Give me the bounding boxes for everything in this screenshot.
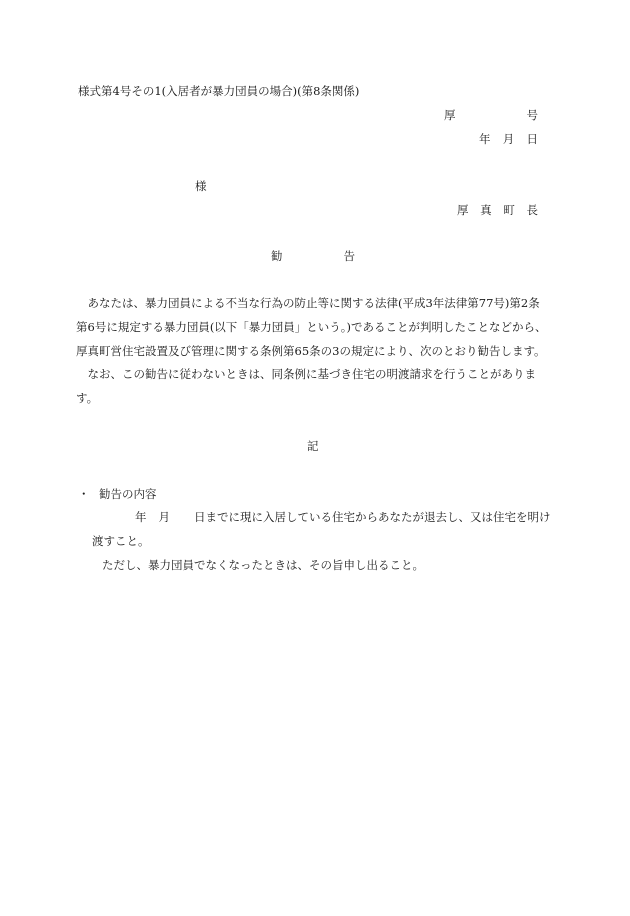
body-line: あなたは、暴力団員による不当な行為の防止等に関する法律(平成3年法律第77号)第2条 bbox=[76, 296, 540, 310]
item-line: 渡すこと。 bbox=[92, 534, 150, 548]
body-line: 厚真町営住宅設置及び管理に関する条例第65条の3の規定により、次のとおり勧告します。 bbox=[76, 344, 546, 358]
form-title: 様式第4号その1(入居者が暴力団員の場合)(第8条関係) bbox=[78, 84, 360, 98]
issuer-char: 長 bbox=[526, 203, 538, 217]
item-year: 年 bbox=[135, 510, 147, 524]
item-month: 月 bbox=[158, 510, 170, 524]
issuer bbox=[457, 202, 538, 218]
item-bullet: ・ bbox=[78, 487, 90, 501]
date-day: 日 bbox=[526, 132, 538, 146]
item-line1-text: 日までに現に入居している住宅からあなたが退去し、又は住宅を明け bbox=[194, 510, 551, 524]
date-month: 月 bbox=[502, 132, 515, 146]
body-line: す。 bbox=[76, 391, 99, 405]
document-number bbox=[444, 107, 538, 123]
issuer-char: 町 bbox=[503, 203, 515, 217]
body-line: なお、この勧告に従わないときは、同条例に基づき住宅の明渡請求を行うことがありま bbox=[76, 367, 536, 381]
issuer-char: 厚 bbox=[457, 203, 469, 217]
heading-char: 勧 bbox=[271, 249, 283, 263]
heading-char: 告 bbox=[343, 249, 355, 263]
issuer-char: 真 bbox=[480, 203, 492, 217]
document-heading bbox=[271, 248, 355, 264]
item-label: 勧告の内容 bbox=[99, 487, 157, 501]
document-number-suffix: 号 bbox=[526, 108, 538, 122]
document-number-prefix: 厚 bbox=[444, 108, 456, 122]
date-year: 年 bbox=[479, 132, 491, 146]
ki-heading: 記 bbox=[307, 439, 319, 453]
body-line: 第6号に規定する暴力団員(以下「暴力団員」という。)であることが判明したことなどから、 bbox=[76, 320, 547, 334]
document-date bbox=[479, 131, 538, 147]
addressee: 様 bbox=[195, 179, 207, 193]
item-line bbox=[135, 509, 551, 525]
item-line: ただし、暴力団員でなくなったときは、その旨申し出ること。 bbox=[102, 558, 424, 572]
